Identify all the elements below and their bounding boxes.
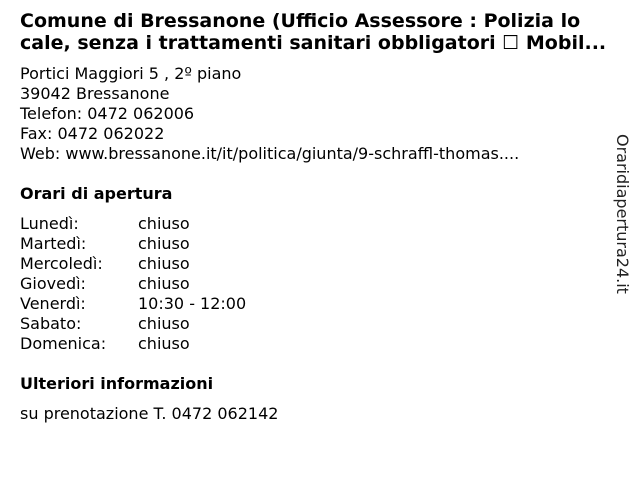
page-title bbox=[20, 10, 620, 54]
more-info-heading: Ulteriori informazioni bbox=[20, 374, 214, 393]
day-label: Venerdì: bbox=[20, 294, 86, 313]
day-label: Mercoledì: bbox=[20, 254, 103, 273]
opening-hours-heading: Orari di apertura bbox=[20, 184, 173, 203]
fax-number: Fax: 0472 062022 bbox=[20, 124, 165, 143]
day-hours: chiuso bbox=[138, 334, 190, 353]
hours-row-monday bbox=[20, 214, 190, 234]
hours-row-tuesday bbox=[20, 234, 190, 254]
hours-row-thursday bbox=[20, 274, 190, 294]
website-link[interactable]: Web: www.bressanone.it/it/politica/giunta/9-schraffl-thomas.... bbox=[20, 144, 520, 163]
day-label: Domenica: bbox=[20, 334, 107, 353]
day-hours: 10:30 - 12:00 bbox=[138, 294, 247, 313]
page-title-line-1: Comune di Bressanone (Ufficio Assessore : Polizia lo bbox=[20, 10, 581, 32]
day-label: Lunedì: bbox=[20, 214, 79, 233]
opening-hours-table bbox=[20, 214, 247, 354]
page-title-line-2: cale, senza i trattamenti sanitari obbligatori ☐ Mobil... bbox=[20, 32, 607, 54]
hours-row-wednesday bbox=[20, 254, 190, 274]
day-hours: chiuso bbox=[138, 234, 190, 253]
site-watermark: Oraridiapertura24.it bbox=[613, 134, 632, 294]
day-hours: chiuso bbox=[138, 274, 190, 293]
day-label: Martedì: bbox=[20, 234, 87, 253]
day-hours: chiuso bbox=[138, 254, 190, 273]
street-address: Portici Maggiori 5 , 2º piano bbox=[20, 64, 242, 83]
address-block bbox=[20, 64, 519, 164]
day-hours: chiuso bbox=[138, 214, 190, 233]
day-label: Giovedì: bbox=[20, 274, 86, 293]
hours-row-saturday bbox=[20, 314, 190, 334]
more-info-text: su prenotazione T. 0472 062142 bbox=[20, 404, 279, 423]
phone-number: Telefon: 0472 062006 bbox=[20, 104, 195, 123]
city-address: 39042 Bressanone bbox=[20, 84, 170, 103]
day-label: Sabato: bbox=[20, 314, 82, 333]
hours-row-sunday bbox=[20, 334, 190, 354]
day-hours: chiuso bbox=[138, 314, 190, 333]
hours-row-friday bbox=[20, 294, 247, 314]
